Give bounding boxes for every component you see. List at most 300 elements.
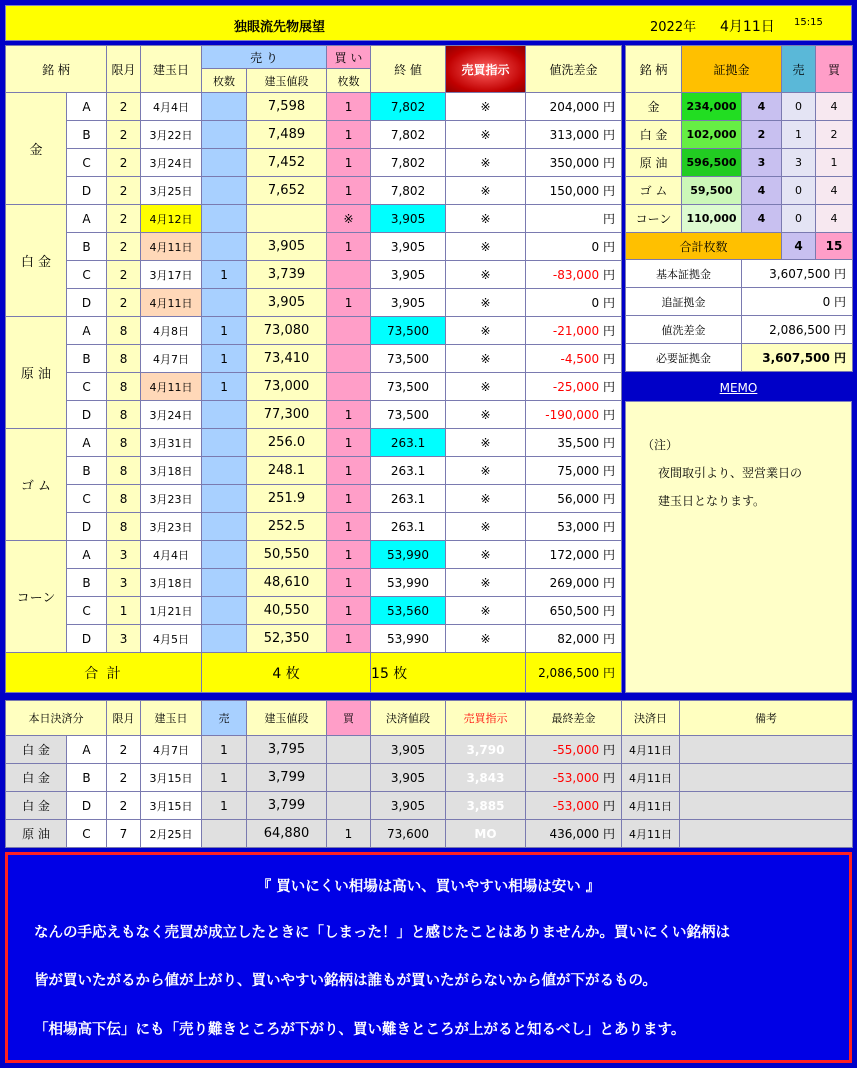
trade-instruction: ※ — [446, 429, 526, 457]
summary-label: 追証拠金 — [626, 288, 742, 316]
position-date: 4月5日 — [141, 625, 202, 653]
date-label: 4月11日 — [720, 19, 775, 35]
settle-header-1: 本日決済分 — [6, 701, 107, 736]
margin-header-kai: 買 — [816, 46, 853, 93]
closing-price: 73,500 — [371, 345, 446, 373]
contract-grade: C — [67, 373, 107, 401]
margin-buy: 2 — [816, 121, 853, 149]
settle-header-3: 建玉日 — [141, 701, 202, 736]
margin-buy: 4 — [816, 205, 853, 233]
contract-month: 8 — [107, 457, 141, 485]
closing-price: 53,560 — [371, 597, 446, 625]
header-kai: 買 い — [327, 46, 371, 69]
position-price: 40,550 — [247, 597, 327, 625]
contract-grade: A — [67, 317, 107, 345]
settle-buy — [327, 764, 371, 792]
settle-close: 3,905 — [371, 736, 446, 764]
closing-price: 263.1 — [371, 513, 446, 541]
settle-commodity: 原 油 — [6, 820, 67, 848]
closing-price: 3,905 — [371, 289, 446, 317]
mark-to-market: -21,000 円 — [526, 317, 622, 345]
trade-instruction: ※ — [446, 205, 526, 233]
summary-row — [626, 316, 853, 344]
buy-count: 1 — [327, 121, 371, 149]
position-row — [6, 485, 622, 513]
settle-grade: B — [67, 764, 107, 792]
closing-price: 53,990 — [371, 569, 446, 597]
contract-grade: B — [67, 345, 107, 373]
position-date: 3月17日 — [141, 261, 202, 289]
sell-count — [202, 429, 247, 457]
margin-amount: 596,500 — [682, 149, 742, 177]
margin-sell: 0 — [782, 93, 816, 121]
position-row — [6, 373, 622, 401]
contract-month: 8 — [107, 429, 141, 457]
header-tategyoku-nedan: 建玉値段 — [247, 69, 327, 93]
quote-title: 『 買いにくい相場は高い、買いやすい相場は安い 』 — [256, 879, 601, 895]
margin-amount: 110,000 — [682, 205, 742, 233]
settlement-row — [6, 820, 853, 848]
position-price: 251.9 — [247, 485, 327, 513]
margin-count: 4 — [742, 93, 782, 121]
settle-month: 2 — [107, 764, 141, 792]
buy-count — [327, 345, 371, 373]
settle-remarks — [680, 764, 853, 792]
trade-instruction: ※ — [446, 233, 526, 261]
position-row — [6, 569, 622, 597]
title-bar — [5, 5, 852, 41]
settle-header-10: 決済日 — [622, 701, 680, 736]
position-price: 248.1 — [247, 457, 327, 485]
position-date: 4月12日 — [141, 205, 202, 233]
sell-count — [202, 597, 247, 625]
total-label: 合 計 — [6, 653, 202, 693]
trade-instruction: ※ — [446, 317, 526, 345]
settle-sell: 1 — [202, 764, 247, 792]
margin-row — [626, 177, 853, 205]
settle-sell — [202, 820, 247, 848]
position-row — [6, 93, 622, 121]
closing-price: 7,802 — [371, 121, 446, 149]
margin-commodity: 原 油 — [626, 149, 682, 177]
contract-grade: D — [67, 513, 107, 541]
position-date: 4月4日 — [141, 541, 202, 569]
contract-grade: A — [67, 429, 107, 457]
settle-date: 2月25日 — [141, 820, 202, 848]
contract-grade: B — [67, 121, 107, 149]
margin-total-buy: 15 — [816, 233, 853, 260]
position-date: 4月11日 — [141, 289, 202, 317]
margin-row — [626, 121, 853, 149]
quote-paragraph-1: なんの手応えもなく売買が成立したときに「しまった！」と感じたことはありませんか。買いにくい銘柄は — [34, 925, 730, 941]
memo-line-2: 夜間取引より、翌営業日の — [658, 466, 803, 480]
page-title: 独眼流先物展望 — [234, 20, 326, 35]
settle-header-6: 買 — [327, 701, 371, 736]
mark-to-market: 円 — [526, 205, 622, 233]
mark-to-market: 204,000 円 — [526, 93, 622, 121]
buy-count — [327, 373, 371, 401]
total-amount: 2,086,500 円 — [526, 653, 622, 693]
closing-price: 73,500 — [371, 401, 446, 429]
contract-month: 2 — [107, 149, 141, 177]
commodity-name: 白 金 — [6, 205, 67, 317]
buy-count: ※ — [327, 205, 371, 233]
settle-header-9: 最終差金 — [526, 701, 622, 736]
contract-grade: B — [67, 233, 107, 261]
position-date: 3月25日 — [141, 177, 202, 205]
buy-count: 1 — [327, 177, 371, 205]
position-row — [6, 205, 622, 233]
mark-to-market: 75,000 円 — [526, 457, 622, 485]
settle-price: 3,795 — [247, 736, 327, 764]
trade-instruction: ※ — [446, 345, 526, 373]
contract-month: 2 — [107, 261, 141, 289]
settle-final: 436,000 円 — [526, 820, 622, 848]
memo-panel — [625, 401, 852, 693]
sell-count — [202, 401, 247, 429]
position-price — [247, 205, 327, 233]
margin-commodity: ゴ ム — [626, 177, 682, 205]
margin-row — [626, 149, 853, 177]
buy-count: 1 — [327, 233, 371, 261]
position-date: 3月23日 — [141, 485, 202, 513]
settle-remarks — [680, 820, 853, 848]
contract-grade: B — [67, 569, 107, 597]
position-price: 252.5 — [247, 513, 327, 541]
settle-final: -53,000 円 — [526, 764, 622, 792]
sell-count: 1 — [202, 317, 247, 345]
mark-to-market: 56,000 円 — [526, 485, 622, 513]
margin-count: 3 — [742, 149, 782, 177]
summary-label: 基本証拠金 — [626, 260, 742, 288]
contract-month: 8 — [107, 513, 141, 541]
settle-grade: D — [67, 792, 107, 820]
commodity-name: コーン — [6, 541, 67, 653]
settle-commodity: 白 金 — [6, 792, 67, 820]
sell-count — [202, 625, 247, 653]
mark-to-market: 650,500 円 — [526, 597, 622, 625]
trade-instruction: ※ — [446, 513, 526, 541]
position-row — [6, 121, 622, 149]
quote-paragraph-3: 「相場高下伝」にも「売り難きところが下がり、買い難きところが上がると知るべし」とあります。 — [34, 1022, 686, 1038]
contract-grade: C — [67, 485, 107, 513]
margin-header-meigara: 銘 柄 — [626, 46, 682, 93]
closing-price: 7,802 — [371, 177, 446, 205]
trade-instruction: ※ — [446, 541, 526, 569]
position-price: 52,350 — [247, 625, 327, 653]
position-date: 4月11日 — [141, 233, 202, 261]
position-price: 73,080 — [247, 317, 327, 345]
time-label: 15:15 — [794, 17, 823, 28]
settle-buy — [327, 736, 371, 764]
mark-to-market: 35,500 円 — [526, 429, 622, 457]
position-date: 4月8日 — [141, 317, 202, 345]
trade-instruction: ※ — [446, 289, 526, 317]
position-row — [6, 429, 622, 457]
summary-value: 2,086,500 円 — [742, 316, 853, 344]
position-row — [6, 289, 622, 317]
settle-month: 7 — [107, 820, 141, 848]
settle-date: 4月7日 — [141, 736, 202, 764]
margin-amount: 102,000 — [682, 121, 742, 149]
settle-date: 3月15日 — [141, 764, 202, 792]
position-price: 73,410 — [247, 345, 327, 373]
margin-sell: 3 — [782, 149, 816, 177]
contract-grade: C — [67, 261, 107, 289]
position-date: 3月18日 — [141, 569, 202, 597]
closing-price: 53,990 — [371, 541, 446, 569]
settle-day: 4月11日 — [622, 736, 680, 764]
mark-to-market: 0 円 — [526, 233, 622, 261]
summary-value: 3,607,500 円 — [742, 260, 853, 288]
mark-to-market: 350,000 円 — [526, 149, 622, 177]
sell-count: 1 — [202, 373, 247, 401]
position-row — [6, 345, 622, 373]
closing-price: 53,990 — [371, 625, 446, 653]
closing-price: 73,500 — [371, 373, 446, 401]
margin-amount: 59,500 — [682, 177, 742, 205]
position-row — [6, 541, 622, 569]
header-gengetsu: 限月 — [107, 46, 141, 93]
mark-to-market: 313,000 円 — [526, 121, 622, 149]
settle-remarks — [680, 792, 853, 820]
margin-buy: 4 — [816, 177, 853, 205]
contract-month: 2 — [107, 177, 141, 205]
contract-grade: D — [67, 625, 107, 653]
settle-price: 3,799 — [247, 764, 327, 792]
settle-header-8: 売買指示 — [446, 701, 526, 736]
summary-label: 値洗差金 — [626, 316, 742, 344]
closing-price: 263.1 — [371, 485, 446, 513]
margin-header-shokokin: 証拠金 — [682, 46, 782, 93]
header-maisu-sell: 枚数 — [202, 69, 247, 93]
contract-month: 2 — [107, 93, 141, 121]
contract-grade: D — [67, 289, 107, 317]
total-buy: 15 枚 — [371, 653, 526, 693]
mark-to-market: -4,500 円 — [526, 345, 622, 373]
settle-sell: 1 — [202, 792, 247, 820]
summary-value: 3,607,500 円 — [742, 344, 853, 372]
buy-count: 1 — [327, 597, 371, 625]
baibai-shiji-button[interactable]: 売買指示 — [446, 46, 526, 93]
sell-count — [202, 513, 247, 541]
margin-sell: 1 — [782, 121, 816, 149]
summary-row — [626, 344, 853, 372]
settle-commodity: 白 金 — [6, 764, 67, 792]
position-row — [6, 149, 622, 177]
position-row — [6, 457, 622, 485]
closing-price: 7,802 — [371, 93, 446, 121]
sell-count — [202, 485, 247, 513]
summary-label: 必要証拠金 — [626, 344, 742, 372]
settle-commodity: 白 金 — [6, 736, 67, 764]
position-date: 3月23日 — [141, 513, 202, 541]
position-row — [6, 597, 622, 625]
settle-header-4: 売 — [202, 701, 247, 736]
margin-sell: 0 — [782, 205, 816, 233]
settle-buy: 1 — [327, 820, 371, 848]
buy-count: 1 — [327, 457, 371, 485]
margin-sell: 0 — [782, 177, 816, 205]
settle-instruction: 3,885 — [446, 792, 526, 820]
summary-value: 0 円 — [742, 288, 853, 316]
margin-header-uri: 売 — [782, 46, 816, 93]
contract-grade: B — [67, 457, 107, 485]
buy-count: 1 — [327, 625, 371, 653]
margin-commodity: 白 金 — [626, 121, 682, 149]
settlement-row — [6, 792, 853, 820]
position-date: 3月24日 — [141, 401, 202, 429]
settle-sell: 1 — [202, 736, 247, 764]
settle-header-2: 限月 — [107, 701, 141, 736]
settle-month: 2 — [107, 736, 141, 764]
trade-instruction: ※ — [446, 373, 526, 401]
commodity-name: ゴ ム — [6, 429, 67, 541]
position-price: 48,610 — [247, 569, 327, 597]
position-row — [6, 261, 622, 289]
contract-month: 2 — [107, 121, 141, 149]
sell-count — [202, 541, 247, 569]
buy-count: 1 — [327, 485, 371, 513]
position-date: 3月22日 — [141, 121, 202, 149]
contract-month: 3 — [107, 541, 141, 569]
settle-buy — [327, 792, 371, 820]
margin-row — [626, 205, 853, 233]
summary-row — [626, 288, 853, 316]
year-label: 2022年 — [650, 20, 697, 35]
margin-amount: 234,000 — [682, 93, 742, 121]
mark-to-market: 0 円 — [526, 289, 622, 317]
margin-row — [626, 93, 853, 121]
margin-count: 4 — [742, 177, 782, 205]
contract-grade: D — [67, 177, 107, 205]
buy-count: 1 — [327, 513, 371, 541]
settle-header-7: 決済値段 — [371, 701, 446, 736]
position-price: 73,000 — [247, 373, 327, 401]
settle-final: -53,000 円 — [526, 792, 622, 820]
mark-to-market: -190,000 円 — [526, 401, 622, 429]
settlement-table — [5, 700, 853, 848]
mark-to-market: 150,000 円 — [526, 177, 622, 205]
position-row — [6, 625, 622, 653]
position-date: 4月11日 — [141, 373, 202, 401]
position-price: 3,905 — [247, 289, 327, 317]
sell-count: 1 — [202, 345, 247, 373]
quote-panel — [5, 852, 852, 1063]
position-price: 7,452 — [247, 149, 327, 177]
closing-price: 3,905 — [371, 233, 446, 261]
settle-grade: C — [67, 820, 107, 848]
closing-price: 3,905 — [371, 205, 446, 233]
buy-count: 1 — [327, 429, 371, 457]
position-row — [6, 233, 622, 261]
contract-grade: A — [67, 93, 107, 121]
settle-close: 73,600 — [371, 820, 446, 848]
mark-to-market: -25,000 円 — [526, 373, 622, 401]
buy-count — [327, 261, 371, 289]
trade-instruction: ※ — [446, 457, 526, 485]
mark-to-market: 172,000 円 — [526, 541, 622, 569]
contract-grade: C — [67, 597, 107, 625]
buy-count: 1 — [327, 149, 371, 177]
margin-total-sell: 4 — [782, 233, 816, 260]
position-date: 4月7日 — [141, 345, 202, 373]
position-price: 3,739 — [247, 261, 327, 289]
memo-link[interactable]: MEMO — [625, 376, 852, 400]
buy-count: 1 — [327, 93, 371, 121]
contract-month: 3 — [107, 569, 141, 597]
settle-day: 4月11日 — [622, 764, 680, 792]
contract-grade: D — [67, 401, 107, 429]
contract-grade: C — [67, 149, 107, 177]
header-uri: 売 り — [202, 46, 327, 69]
sell-count — [202, 569, 247, 597]
buy-count: 1 — [327, 569, 371, 597]
header-nearai: 値洗差金 — [526, 46, 622, 93]
sell-count — [202, 457, 247, 485]
contract-month: 8 — [107, 485, 141, 513]
closing-price: 263.1 — [371, 457, 446, 485]
contract-month: 8 — [107, 345, 141, 373]
position-price: 256.0 — [247, 429, 327, 457]
settle-instruction: 3,790 — [446, 736, 526, 764]
position-date: 3月18日 — [141, 457, 202, 485]
contract-month: 3 — [107, 625, 141, 653]
position-date: 4月4日 — [141, 93, 202, 121]
position-price: 77,300 — [247, 401, 327, 429]
trade-instruction: ※ — [446, 485, 526, 513]
settlement-row — [6, 736, 853, 764]
position-row — [6, 401, 622, 429]
settle-header-5: 建玉値段 — [247, 701, 327, 736]
position-date: 3月24日 — [141, 149, 202, 177]
sell-count — [202, 121, 247, 149]
commodity-name: 金 — [6, 93, 67, 205]
position-date: 1月21日 — [141, 597, 202, 625]
settle-header-11: 備考 — [680, 701, 853, 736]
closing-price: 263.1 — [371, 429, 446, 457]
margin-commodity: 金 — [626, 93, 682, 121]
contract-month: 2 — [107, 233, 141, 261]
contract-month: 8 — [107, 317, 141, 345]
sell-count — [202, 149, 247, 177]
trade-instruction: ※ — [446, 149, 526, 177]
contract-month: 2 — [107, 205, 141, 233]
sell-count — [202, 233, 247, 261]
settle-date: 3月15日 — [141, 792, 202, 820]
margin-count: 4 — [742, 205, 782, 233]
contract-grade: A — [67, 541, 107, 569]
memo-line-1: （注） — [642, 438, 679, 452]
contract-month: 8 — [107, 401, 141, 429]
trade-instruction: ※ — [446, 177, 526, 205]
settlement-row — [6, 764, 853, 792]
trade-instruction: ※ — [446, 261, 526, 289]
settle-instruction: 3,843 — [446, 764, 526, 792]
quote-paragraph-2: 皆が買いたがるから値が上がり、買いやすい銘柄は誰もが買いたがらないから値が下がるもの。 — [34, 973, 657, 989]
settle-price: 3,799 — [247, 792, 327, 820]
settle-price: 64,880 — [247, 820, 327, 848]
mark-to-market: 269,000 円 — [526, 569, 622, 597]
settle-day: 4月11日 — [622, 792, 680, 820]
position-price: 7,598 — [247, 93, 327, 121]
buy-count — [327, 317, 371, 345]
contract-month: 1 — [107, 597, 141, 625]
sell-count — [202, 289, 247, 317]
trade-instruction: ※ — [446, 569, 526, 597]
position-row — [6, 177, 622, 205]
buy-count: 1 — [327, 289, 371, 317]
